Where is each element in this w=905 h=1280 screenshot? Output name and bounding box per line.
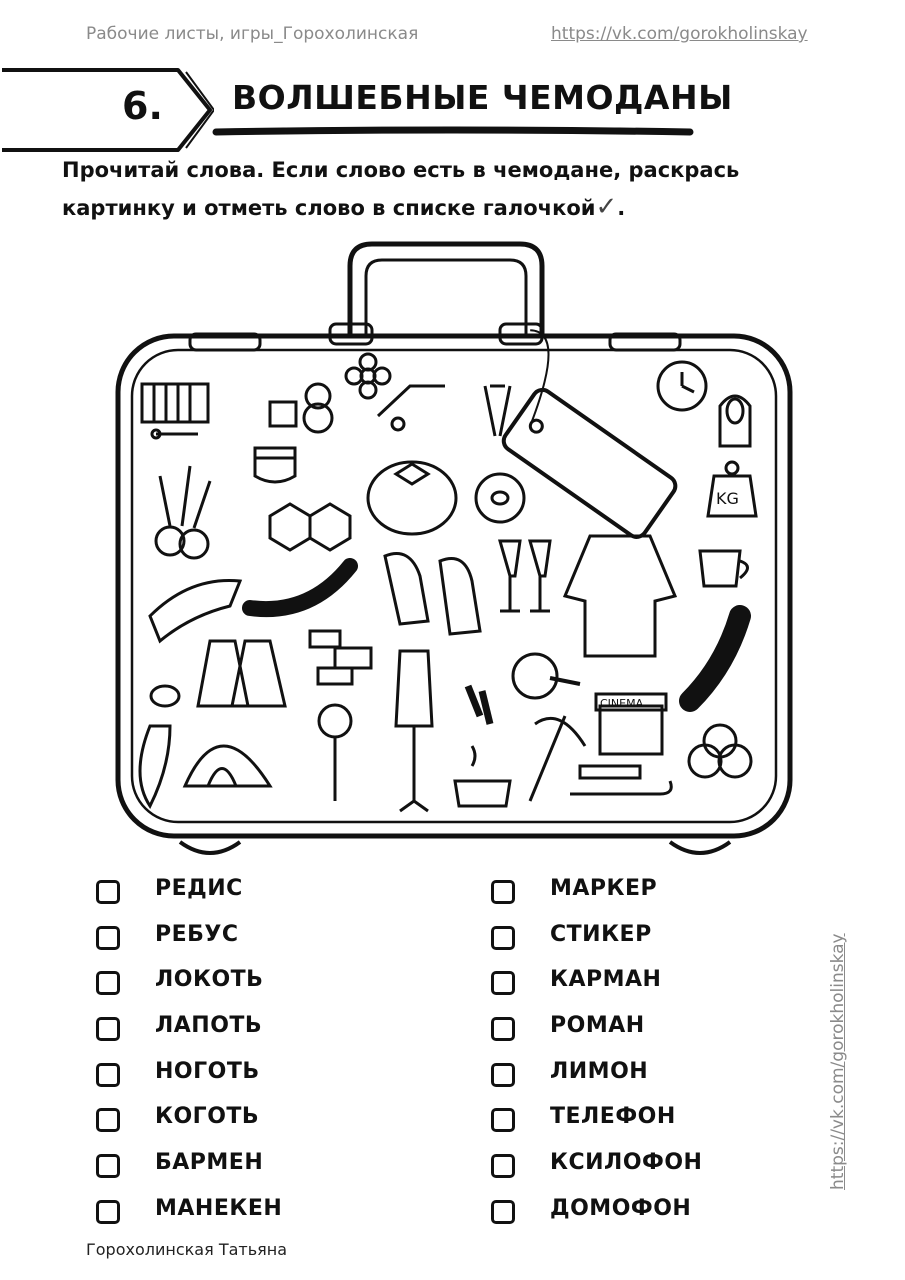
wine-glasses-picture xyxy=(500,541,550,611)
kiwi-picture xyxy=(476,474,524,522)
header-site-title: Рабочие листы, игры_Горохолинская xyxy=(86,24,419,44)
instruction-text xyxy=(62,152,822,227)
word-label: ЛОКОТЬ xyxy=(155,967,264,993)
checkbox-icon[interactable] xyxy=(96,880,120,904)
cinema-sign: CINEMA xyxy=(600,697,644,710)
page-title: ВОЛШЕБНЫЕ ЧЕМОДАНЫ xyxy=(232,78,733,117)
weight-picture xyxy=(708,462,756,516)
pocket-picture xyxy=(255,448,295,482)
suitcase-body xyxy=(118,334,790,853)
word-label: ЛАПОТЬ xyxy=(155,1013,263,1039)
xylophone-picture xyxy=(142,384,208,438)
word-label: РЕБУС xyxy=(155,921,239,947)
word-label: КОГОТЬ xyxy=(155,1104,260,1130)
checkbox-icon[interactable] xyxy=(491,1108,515,1132)
checkbox-icon[interactable] xyxy=(491,971,515,995)
pinocchio-picture xyxy=(513,654,580,698)
luggage-tag xyxy=(467,327,704,540)
side-link[interactable]: https://vk.com/gorokholinskay xyxy=(828,933,848,1190)
cave-picture xyxy=(185,746,270,786)
tea-cup-picture xyxy=(700,551,748,586)
poppy-flowers-picture xyxy=(319,705,351,801)
dresses-picture xyxy=(198,641,285,706)
lego-bricks-picture xyxy=(310,631,371,684)
balls-picture xyxy=(689,725,751,777)
task-number: 6. xyxy=(122,84,163,128)
checkbox-icon[interactable] xyxy=(491,880,515,904)
word-label: МАРКЕР xyxy=(550,876,658,901)
instruction-line-2-text: картинку и отметь слово в списке галочкой xyxy=(62,196,596,220)
word-label: КСИЛОФОН xyxy=(550,1150,703,1176)
checkbox-icon[interactable] xyxy=(96,1108,120,1132)
candy-picture xyxy=(151,686,179,706)
persimmon-picture xyxy=(368,462,456,534)
fingernail-picture xyxy=(720,396,750,446)
clock-picture xyxy=(658,362,706,410)
mannequin-picture xyxy=(396,651,432,811)
task-number-badge xyxy=(0,66,214,154)
word-label: БАРМЕН xyxy=(155,1150,264,1176)
checkbox-icon[interactable] xyxy=(96,971,120,995)
checkbox-icon[interactable] xyxy=(491,926,515,950)
suitcase-illustration xyxy=(110,236,800,876)
sled-picture xyxy=(570,766,671,794)
checkbox-icon[interactable] xyxy=(96,1063,120,1087)
sausage-picture xyxy=(250,566,350,609)
zucchini-picture xyxy=(690,616,740,701)
cinema-building-picture xyxy=(596,694,666,754)
checkbox-icon[interactable] xyxy=(96,926,120,950)
shoes-picture xyxy=(385,554,480,635)
checkmark-icon: ✓ xyxy=(595,192,618,222)
word-label: РЕДИС xyxy=(155,876,243,901)
checkbox-icon[interactable] xyxy=(96,1154,120,1178)
radish-picture xyxy=(156,466,210,558)
checkbox-icon[interactable] xyxy=(491,1063,515,1087)
flower-picture xyxy=(346,354,390,398)
word-label: ТЕЛЕФОН xyxy=(550,1104,676,1130)
word-label: РОМАН xyxy=(550,1013,645,1039)
word-label: КАРМАН xyxy=(550,967,662,993)
elbow-picture xyxy=(378,386,445,430)
checkbox-icon[interactable] xyxy=(491,1154,515,1178)
suitcase-handle xyxy=(330,244,542,344)
teddy-bear-picture xyxy=(270,384,332,432)
instruction-end: . xyxy=(617,196,626,220)
pickaxe-picture xyxy=(530,716,585,801)
suspenders-picture xyxy=(485,386,510,436)
footer-author: Горохолинская Татьяна xyxy=(86,1240,288,1259)
instruction-line-2 xyxy=(62,189,822,227)
title-underline xyxy=(212,126,694,138)
shark-picture xyxy=(150,580,240,641)
header-link[interactable]: https://vk.com/gorokholinskay xyxy=(551,24,808,44)
word-label: ДОМОФОН xyxy=(550,1195,692,1221)
rebus-puzzle-picture xyxy=(270,504,350,550)
kimono-picture xyxy=(565,536,675,656)
word-label: НОГОТЬ xyxy=(155,1058,260,1084)
fox-tail-picture xyxy=(140,726,170,806)
instruction-line-1: Прочитай слова. Если слово есть в чемодане, раскрась xyxy=(62,158,740,182)
pot-picture xyxy=(455,746,510,806)
checkbox-icon[interactable] xyxy=(96,1017,120,1041)
checkbox-icon[interactable] xyxy=(491,1200,515,1224)
word-label: МАНЕКЕН xyxy=(155,1195,283,1221)
word-label: СТИКЕР xyxy=(550,921,652,947)
weight-label: KG xyxy=(716,489,739,508)
word-label: ЛИМОН xyxy=(550,1058,649,1084)
markers-picture xyxy=(468,686,490,724)
checkbox-icon[interactable] xyxy=(96,1200,120,1224)
checkbox-icon[interactable] xyxy=(491,1017,515,1041)
